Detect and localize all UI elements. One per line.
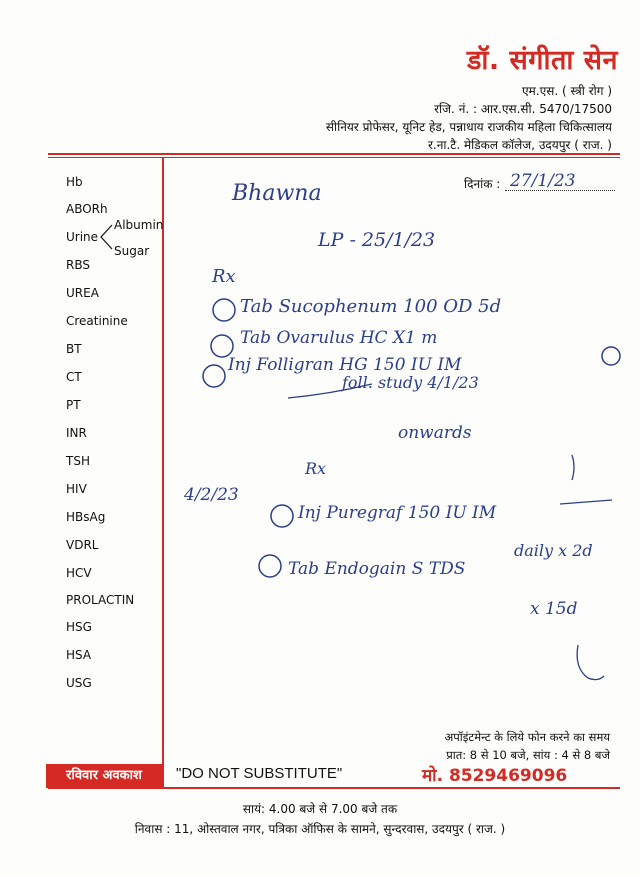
circle-mark	[213, 299, 235, 321]
rx-line: foll. study 4/1/23	[342, 373, 479, 392]
ink-stroke	[572, 455, 574, 480]
circle-mark	[271, 505, 293, 527]
test-item: HSA	[66, 648, 92, 662]
test-item: HBsAg	[66, 510, 106, 524]
evening-hours: सायं: 4.00 बजे से 7.00 बजे तक	[242, 802, 398, 816]
test-item: RBS	[66, 258, 90, 272]
test-item: INR	[66, 426, 87, 440]
test-item: VDRL	[66, 538, 99, 552]
college: र.ना.टै. मेडिकल कॉलेज, उदयपुर ( राज. )	[427, 138, 612, 152]
rx-line: Inj Folligran HG 150 IU IM	[228, 355, 462, 375]
test-item: PT	[66, 398, 81, 412]
circle-mark	[602, 347, 620, 365]
registration-number: रजि. नं. : आर.एस.सी. 5470/17500	[434, 102, 612, 116]
test-item: HSG	[66, 620, 92, 634]
rx-line: onwards	[398, 423, 472, 443]
rx-date: 4/2/23	[184, 485, 239, 505]
residence-address: निवास : 11, ओस्तवाल नगर, पत्रिका ऑफिस के सामने, सुन्दरवास, उदयपुर ( राज. )	[134, 822, 506, 836]
do-not-substitute: "DO NOT SUBSTITUTE"	[176, 765, 343, 782]
lmp-note: LP - 25/1/23	[318, 229, 436, 251]
circle-mark	[259, 555, 281, 577]
test-item: PROLACTIN	[66, 593, 135, 607]
ink-stroke	[560, 500, 612, 504]
date-label: दिनांक :	[464, 177, 501, 191]
rx-line: x 15d	[530, 599, 578, 619]
test-item: CT	[66, 370, 82, 384]
urine-albumin: Albumin	[114, 218, 164, 232]
test-item: Urine	[66, 230, 99, 244]
rx-line: Inj Puregraf 150 IU IM	[298, 503, 497, 523]
designation: सीनियर प्रोफेसर, यूनिट हेड, पन्नाधाय राजकीय महिला चिकित्सालय	[325, 120, 612, 134]
test-item: HCV	[66, 566, 92, 580]
test-item: HIV	[66, 482, 87, 496]
circle-mark	[203, 365, 225, 387]
test-item: TSH	[66, 454, 90, 468]
test-item: Hb	[66, 175, 83, 189]
rx-line: Tab Ovarulus HC X1 m	[240, 328, 438, 348]
urine-sugar: Sugar	[114, 244, 150, 258]
rx-symbol: Rx	[305, 459, 327, 478]
doctor-name: डॉ. संगीता सेन	[466, 45, 618, 76]
rx-line: daily x 2d	[514, 541, 593, 560]
date-value: 27/1/23	[510, 171, 576, 191]
patient-name: Bhawna	[232, 181, 322, 206]
appointment-hours: प्रात: 8 से 10 बजे, सांय : 4 से 8 बजे	[446, 748, 610, 762]
test-item: ABORh	[66, 202, 108, 216]
appointment-info: अपॉइंटमेन्ट के लिये फोन करने का समय	[444, 730, 610, 744]
test-item: UREA	[66, 286, 99, 300]
mobile-number: मो. 8529469096	[422, 766, 568, 786]
test-item: BT	[66, 342, 82, 356]
ink-stroke	[577, 645, 604, 680]
rx-line: Tab Sucophenum 100 OD 5d	[240, 296, 502, 317]
circle-mark	[211, 335, 233, 357]
test-item: USG	[66, 676, 92, 690]
rx-line: Tab Endogain S TDS	[288, 559, 466, 579]
urine-bracket	[101, 225, 112, 249]
test-item: Creatinine	[66, 314, 128, 328]
rx-symbol: Rx	[212, 266, 236, 287]
sunday-holiday-badge: रविवार अवकाश	[46, 764, 162, 788]
qualification: एम.एस. ( स्त्री रोग )	[522, 84, 612, 98]
